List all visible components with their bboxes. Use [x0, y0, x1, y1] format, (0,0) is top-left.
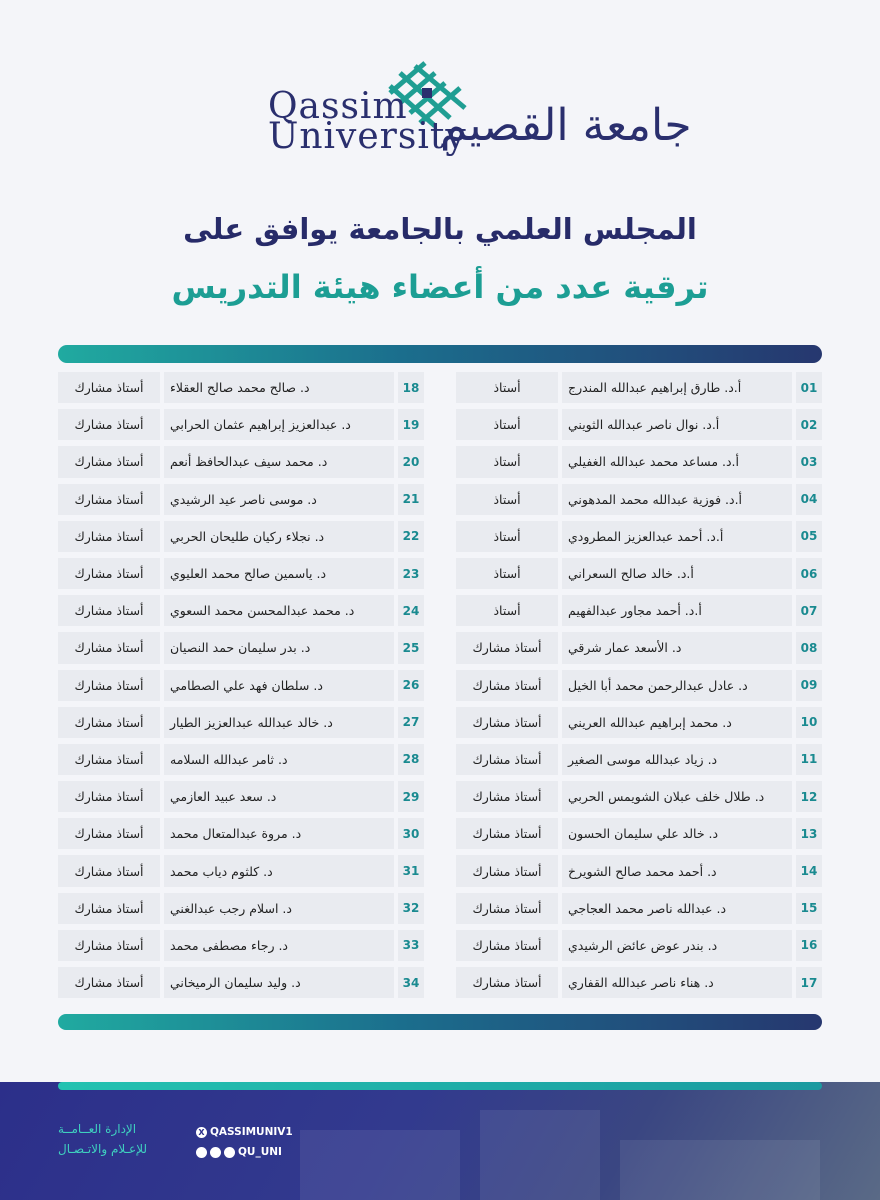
page-title-line1: المجلس العلمي بالجامعة يوافق على	[183, 212, 697, 246]
table-row	[58, 744, 424, 775]
academic-rank: أستاذ مشارك	[456, 632, 558, 663]
row-number: 23	[398, 558, 424, 589]
table-row	[58, 967, 424, 998]
table-row	[58, 558, 424, 589]
handle-x: QASSIMUNIV1	[210, 1126, 293, 1138]
row-number: 01	[796, 372, 822, 403]
academic-rank: أستاذ مشارك	[58, 409, 160, 440]
row-number: 16	[796, 930, 822, 961]
member-name: د. محمد إبراهيم عبدالله العريني	[562, 707, 792, 738]
row-number: 25	[398, 632, 424, 663]
department-name-line2: للإعـلام والاتـصـال	[58, 1142, 148, 1156]
academic-rank: أستاذ مشارك	[58, 893, 160, 924]
academic-rank: أستاذ مشارك	[58, 818, 160, 849]
table-left-column	[58, 372, 424, 998]
table-row	[58, 818, 424, 849]
table-row	[58, 707, 424, 738]
member-name: د. خالد علي سليمان الحسون	[562, 818, 792, 849]
table-row	[58, 781, 424, 812]
academic-rank: أستاذ مشارك	[456, 744, 558, 775]
logo-english	[268, 86, 467, 157]
academic-rank: أستاذ مشارك	[58, 930, 160, 961]
member-name: د. عادل عبدالرحمن محمد أبا الخيل	[562, 670, 792, 701]
member-name: د. صالح محمد صالح العقلاء	[164, 372, 394, 403]
member-name: د. أحمد محمد صالح الشويرخ	[562, 855, 792, 886]
table-row	[58, 484, 424, 515]
academic-rank: أستاذ مشارك	[58, 670, 160, 701]
row-number: 22	[398, 521, 424, 552]
academic-rank: أستاذ مشارك	[58, 446, 160, 477]
academic-rank: أستاذ مشارك	[58, 558, 160, 589]
row-number: 20	[398, 446, 424, 477]
academic-rank: أستاذ مشارك	[58, 855, 160, 886]
member-name: أ.د. فوزية عبدالله محمد المدهوني	[562, 484, 792, 515]
member-name: د. وليد سليمان الرميخاني	[164, 967, 394, 998]
department-name-line1: الإدارة العــامــة	[58, 1122, 137, 1136]
academic-rank: أستاذ مشارك	[456, 855, 558, 886]
row-number: 19	[398, 409, 424, 440]
academic-rank: أستاذ مشارك	[456, 818, 558, 849]
row-number: 15	[796, 893, 822, 924]
row-number: 27	[398, 707, 424, 738]
table-row	[456, 521, 822, 552]
academic-rank: أستاذ مشارك	[456, 930, 558, 961]
row-number: 34	[398, 967, 424, 998]
academic-rank: أستاذ مشارك	[58, 595, 160, 626]
table-row	[58, 930, 424, 961]
table-row	[456, 967, 822, 998]
row-number: 31	[398, 855, 424, 886]
row-number: 21	[398, 484, 424, 515]
member-name: د. موسى ناصر عيد الرشيدي	[164, 484, 394, 515]
member-name: د. عبدالله ناصر محمد العجاجي	[562, 893, 792, 924]
table-row	[58, 595, 424, 626]
table-row	[456, 558, 822, 589]
academic-rank: أستاذ	[456, 372, 558, 403]
member-name: د. عبدالعزيز إبراهيم عثمان الحرابي	[164, 409, 394, 440]
row-number: 04	[796, 484, 822, 515]
row-number: 14	[796, 855, 822, 886]
academic-rank: أستاذ مشارك	[58, 372, 160, 403]
instagram-icon	[210, 1147, 221, 1158]
footer	[0, 1082, 880, 1200]
table-row	[58, 521, 424, 552]
table-row	[456, 372, 822, 403]
member-name: د. محمد عبدالمحسن محمد السعوي	[164, 595, 394, 626]
table-row	[456, 930, 822, 961]
member-name: د. اسلام رجب عبدالغني	[164, 893, 394, 924]
row-number: 12	[796, 781, 822, 812]
table-row	[456, 446, 822, 477]
table-row	[58, 670, 424, 701]
member-name: د. مروة عبدالمتعال محمد	[164, 818, 394, 849]
academic-rank: أستاذ مشارك	[58, 632, 160, 663]
member-name: د. ثامر عبدالله السلامه	[164, 744, 394, 775]
academic-rank: أستاذ مشارك	[58, 521, 160, 552]
table-row	[456, 744, 822, 775]
table-bottom-bar	[58, 1014, 822, 1030]
footer-building-shape	[480, 1110, 600, 1200]
table-row	[58, 855, 424, 886]
academic-rank: أستاذ مشارك	[456, 967, 558, 998]
table-right-column	[456, 372, 822, 998]
academic-rank: أستاذ	[456, 446, 558, 477]
row-number: 28	[398, 744, 424, 775]
member-name: د. رجاء مصطفى محمد	[164, 930, 394, 961]
x-icon: X	[196, 1127, 207, 1138]
academic-rank: أستاذ	[456, 558, 558, 589]
table-row	[456, 707, 822, 738]
row-number: 24	[398, 595, 424, 626]
member-name: د. كلثوم دياب محمد	[164, 855, 394, 886]
row-number: 33	[398, 930, 424, 961]
academic-rank: أستاذ مشارك	[456, 707, 558, 738]
member-name: د. سعد عبيد العازمي	[164, 781, 394, 812]
row-number: 26	[398, 670, 424, 701]
row-number: 29	[398, 781, 424, 812]
row-number: 07	[796, 595, 822, 626]
member-name: أ.د. مساعد محمد عبدالله الغفيلي	[562, 446, 792, 477]
academic-rank: أستاذ	[456, 409, 558, 440]
member-name: د. نجلاء ركيان طليحان الحربي	[164, 521, 394, 552]
academic-rank: أستاذ مشارك	[456, 893, 558, 924]
member-name: د. بندر عوض عائض الرشيدي	[562, 930, 792, 961]
academic-rank: أستاذ مشارك	[456, 670, 558, 701]
logo-english-line2: University	[268, 116, 467, 157]
table-row	[456, 484, 822, 515]
academic-rank: أستاذ	[456, 595, 558, 626]
member-name: د. الأسعد عمار شرقي	[562, 632, 792, 663]
member-name: د. هناء ناصر عبدالله القفاري	[562, 967, 792, 998]
academic-rank: أستاذ مشارك	[58, 967, 160, 998]
academic-rank: أستاذ مشارك	[456, 781, 558, 812]
youtube-icon	[224, 1147, 235, 1158]
table-row	[58, 372, 424, 403]
member-name: د. ياسمين صالح محمد العليوي	[164, 558, 394, 589]
row-number: 17	[796, 967, 822, 998]
row-number: 30	[398, 818, 424, 849]
logo-english-line1: Qassim	[268, 86, 408, 127]
member-name: أ.د. خالد صالح السعراني	[562, 558, 792, 589]
table-row	[456, 818, 822, 849]
row-number: 13	[796, 818, 822, 849]
row-number: 32	[398, 893, 424, 924]
table-row	[58, 409, 424, 440]
member-name: د. بدر سليمان حمد النصيان	[164, 632, 394, 663]
row-number: 06	[796, 558, 822, 589]
academic-rank: أستاذ	[456, 521, 558, 552]
row-number: 09	[796, 670, 822, 701]
member-name: أ.د. أحمد عبدالعزيز المطرودي	[562, 521, 792, 552]
member-name: أ.د. طارق إبراهيم عبدالله المندرج	[562, 372, 792, 403]
footer-strip	[58, 1082, 822, 1090]
table-row	[456, 595, 822, 626]
member-name: د. محمد سيف عبدالحافظ أنعم	[164, 446, 394, 477]
row-number: 10	[796, 707, 822, 738]
row-number: 02	[796, 409, 822, 440]
table-top-bar	[58, 345, 822, 363]
footer-building-shape	[300, 1130, 460, 1200]
academic-rank: أستاذ مشارك	[58, 744, 160, 775]
academic-rank: أستاذ مشارك	[58, 484, 160, 515]
table-row	[58, 446, 424, 477]
table-row	[58, 632, 424, 663]
row-number: 08	[796, 632, 822, 663]
member-name: د. زياد عبدالله موسى الصغير	[562, 744, 792, 775]
member-name: د. خالد عبدالله عبدالعزيز الطيار	[164, 707, 394, 738]
member-name: أ.د. نوال ناصر عبدالله الثويني	[562, 409, 792, 440]
social-handles	[196, 1122, 293, 1162]
table-row	[456, 632, 822, 663]
member-name: أ.د. أحمد مجاور عبدالفهيم	[562, 595, 792, 626]
member-name: د. طلال خلف عبلان الشويمس الحربي	[562, 781, 792, 812]
row-number: 05	[796, 521, 822, 552]
social-line-others[interactable]	[196, 1142, 293, 1162]
handle-other: QU_UNI	[238, 1146, 282, 1158]
snapchat-icon	[196, 1147, 207, 1158]
table-row	[456, 781, 822, 812]
footer-building-shape	[620, 1140, 820, 1200]
page-title-line2: ترقية عدد من أعضاء هيئة التدريس	[171, 268, 709, 306]
social-line-x[interactable]	[196, 1122, 293, 1142]
table-row	[456, 670, 822, 701]
table-row	[456, 893, 822, 924]
table-row	[456, 409, 822, 440]
table-row	[456, 855, 822, 886]
row-number: 03	[796, 446, 822, 477]
member-name: د. سلطان فهد علي الصطامي	[164, 670, 394, 701]
academic-rank: أستاذ	[456, 484, 558, 515]
header	[0, 0, 880, 200]
row-number: 18	[398, 372, 424, 403]
academic-rank: أستاذ مشارك	[58, 781, 160, 812]
row-number: 11	[796, 744, 822, 775]
table-row	[58, 893, 424, 924]
academic-rank: أستاذ مشارك	[58, 707, 160, 738]
logo-arabic: جامعة القصيم	[440, 100, 692, 151]
